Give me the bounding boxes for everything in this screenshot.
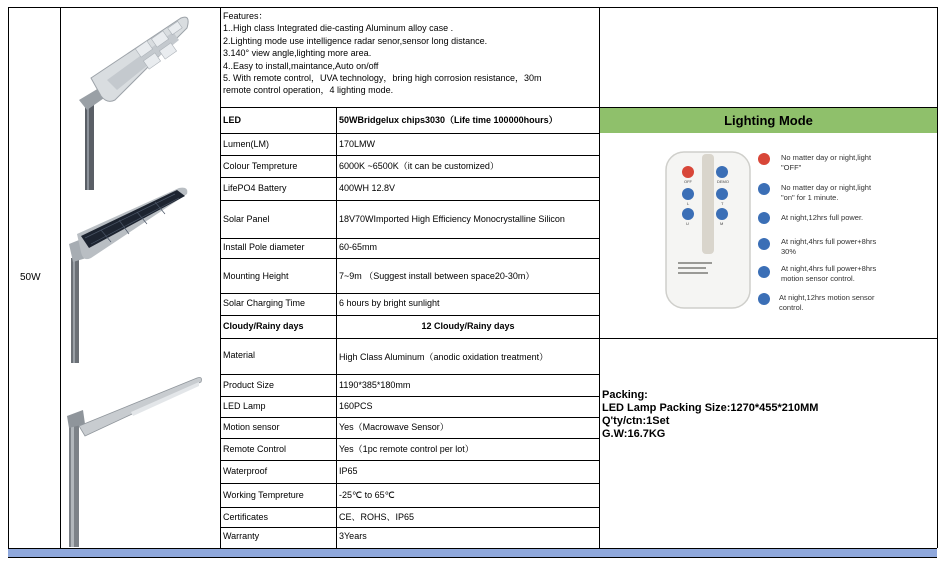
spec-value: 400WH 12.8V — [339, 183, 396, 193]
spec-label: LED Lamp — [223, 401, 266, 411]
remote-label: M — [720, 221, 724, 226]
spec-value: 160PCS — [339, 401, 373, 411]
bottom-color-bar — [8, 548, 937, 558]
lighting-mode-title: Lighting Mode — [724, 113, 813, 128]
spec-value: 6 hours by bright sunlight — [339, 298, 440, 308]
mode-text: No matter day or night,light — [781, 153, 872, 162]
packing-weight: G.W:16.7KG — [602, 428, 666, 440]
row-line — [220, 177, 600, 178]
features-title: Features： — [223, 11, 268, 21]
spec-label: LifePO4 Battery — [223, 183, 287, 193]
lighting-mode-header — [600, 108, 937, 133]
packing-block — [602, 389, 818, 441]
mode-text: At night,12hrs full power. — [781, 213, 864, 222]
table-border-left — [8, 7, 9, 548]
spec-value: 60-65mm — [339, 242, 378, 252]
spec-value: CE、ROHS、IP65 — [339, 512, 415, 522]
spec-value: 7~9m （Suggest install between space20-30m） — [339, 271, 535, 281]
row-line — [220, 460, 600, 461]
row-line — [220, 527, 600, 528]
lamp-image-top — [79, 17, 188, 190]
spec-label: Mounting Height — [223, 271, 289, 281]
packing-qty: Q'ty/ctn:1Set — [602, 415, 670, 427]
row-line — [220, 483, 600, 484]
mode-description — [781, 153, 871, 173]
mode-text: "on" for 1 minute. — [781, 193, 839, 202]
spec-label: Working Tempreture — [223, 490, 304, 500]
spec-label: Solar Charging Time — [223, 298, 306, 308]
spec-label: Certificates — [223, 512, 269, 522]
row-line — [220, 238, 600, 239]
demo-mode-icon — [758, 183, 770, 195]
u-mode-icon — [758, 266, 770, 278]
product-images — [61, 8, 219, 547]
features-block — [223, 10, 598, 97]
mode-description — [781, 183, 871, 203]
spec-value: High Class Aluminum（anodic oxidation treatment） — [339, 352, 549, 362]
row-line — [220, 438, 600, 439]
off-mode-icon — [758, 153, 770, 165]
remote-label: T — [721, 201, 724, 206]
spec-value-led: 50WBridgelux chips3030（Life time 100000hours） — [339, 115, 558, 125]
lamp-image-bottom — [67, 378, 202, 548]
row-line — [220, 293, 600, 294]
mode-text: At night,4hrs full power+8hrs — [781, 264, 877, 273]
spec-value: IP65 — [339, 466, 358, 476]
spec-label: Solar Panel — [223, 214, 270, 224]
spec-value: 3Years — [339, 531, 367, 541]
features-line: 1..High class Integrated die-casting Aluminum alloy case . — [223, 23, 454, 34]
row-line — [220, 315, 600, 316]
spec-label: Remote Control — [223, 444, 287, 454]
features-line: 3.140° view angle,lighting more area. — [223, 48, 372, 59]
lamp-image-middle — [69, 188, 187, 363]
features-line: 2.Lighting mode use intelligence radar senor,sensor long distance. — [223, 35, 488, 46]
row-line — [220, 338, 938, 339]
mode-text: 30% — [781, 247, 797, 256]
features-line: remote control operation，4 lighting mode. — [223, 85, 394, 96]
remote-control-image — [664, 150, 754, 312]
mode-text: motion sensor control. — [781, 274, 855, 283]
spec-label: Product Size — [223, 380, 275, 390]
mode-description — [779, 293, 874, 313]
row-line — [220, 155, 600, 156]
remote-label: DEMO — [717, 179, 729, 184]
spec-value: Yes（Macrowave Sensor） — [339, 422, 449, 432]
spec-value: 1190*385*180mm — [339, 380, 411, 390]
spec-value: 18V70WImported High Efficiency Monocrystalline Silicon — [339, 214, 565, 224]
packing-title: Packing: — [602, 389, 648, 401]
spec-label-cloudy: Cloudy/Rainy days — [223, 321, 304, 331]
spec-label-led: LED — [223, 115, 241, 125]
remote-label: U — [686, 221, 689, 226]
t-mode-icon — [758, 238, 770, 250]
row-line — [220, 396, 600, 397]
spec-value: -25℃ to 65℃ — [339, 490, 395, 500]
row-line — [220, 374, 600, 375]
remote-label: L — [687, 201, 690, 206]
mode-description — [781, 237, 876, 257]
spec-label: Warranty — [223, 531, 260, 541]
spec-value: Yes（1pc remote control per lot） — [339, 444, 474, 454]
features-line: 5. With remote control，UVA technology，bring high corrosion resistance，30m — [223, 73, 542, 84]
mode-text: No matter day or night,light — [781, 183, 872, 192]
spec-value: 170LMW — [339, 139, 376, 149]
mode-description — [781, 264, 876, 284]
mode-description — [781, 213, 863, 223]
row-line — [220, 258, 600, 259]
spec-label: Colour Tempreture — [223, 161, 298, 171]
spec-value: 6000K ~6500K（it can be customized） — [339, 161, 499, 171]
spec-label: Motion sensor — [223, 422, 280, 432]
table-divider-labels — [220, 7, 221, 548]
m-mode-icon — [758, 293, 770, 305]
mode-text: At night,4hrs full power+8hrs — [781, 237, 877, 246]
packing-size: LED Lamp Packing Size:1270*455*210MM — [602, 402, 819, 414]
row-line — [220, 507, 600, 508]
row-line — [220, 200, 600, 201]
spec-label: Lumen(LM) — [223, 139, 270, 149]
spec-value-cloudy: 12 Cloudy/Rainy days — [421, 321, 515, 331]
features-line: 4..Easy to install,maintance,Auto on/off — [223, 60, 379, 71]
row-line — [220, 417, 600, 418]
table-divider-right — [599, 7, 600, 548]
table-border-right — [937, 7, 938, 548]
spec-label: Install Pole diameter — [223, 242, 305, 252]
mode-text: At night,12hrs motion sensor — [779, 293, 875, 302]
spec-label: Waterproof — [223, 466, 268, 476]
l-mode-icon — [758, 212, 770, 224]
spec-label: Material — [223, 350, 256, 360]
mode-text: "OFF" — [781, 163, 802, 172]
row-line — [220, 133, 600, 134]
remote-label: OFF — [684, 179, 692, 184]
mode-text: control. — [779, 303, 804, 312]
wattage-label: 50W — [20, 272, 41, 283]
